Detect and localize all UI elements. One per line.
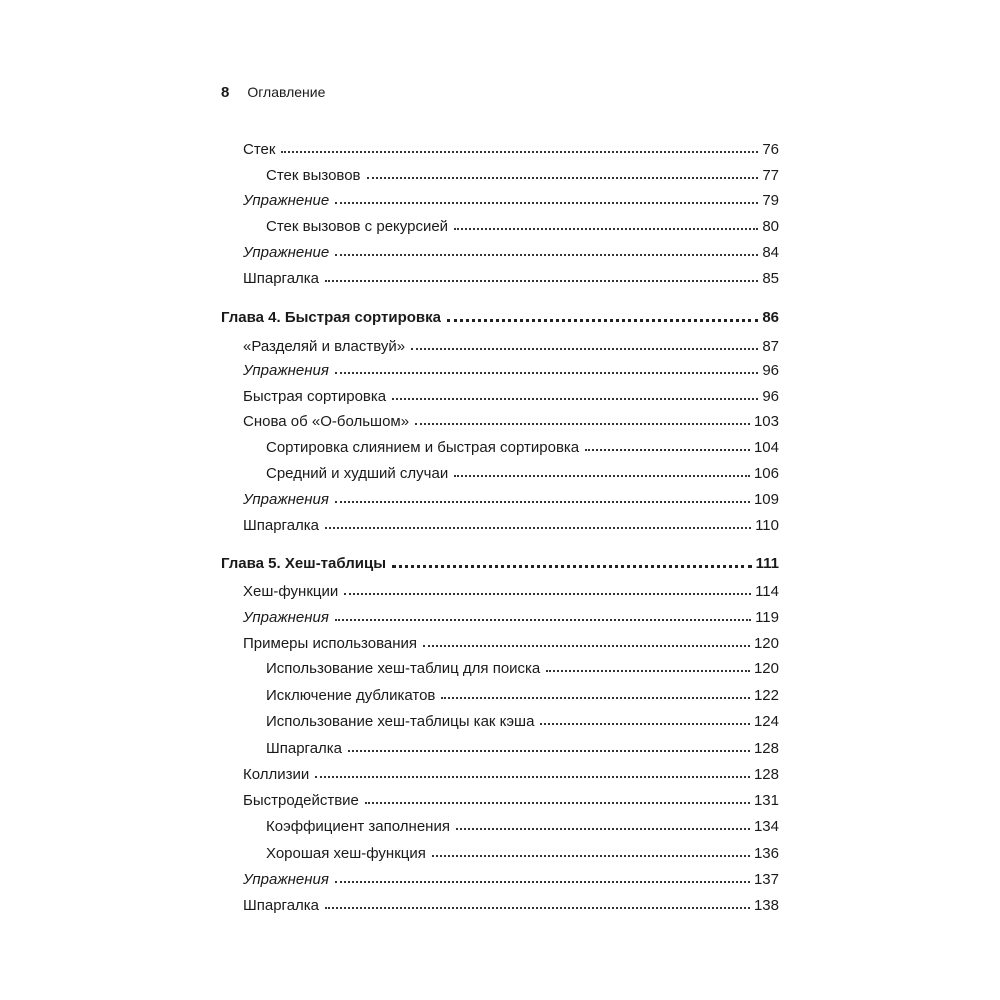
dot-leader [281,151,758,153]
toc-entry-page: 120 [753,659,779,677]
dot-leader [335,202,758,204]
toc-entry-page: 96 [762,361,779,379]
dot-leader [392,398,758,400]
dot-leader [335,881,750,883]
toc-entry [243,410,779,432]
dot-leader [546,670,750,672]
toc-entry [266,842,779,864]
toc-entry [266,462,779,484]
toc-entry [243,138,779,160]
toc-entry-title: Упражнения [243,361,329,379]
toc-entry-title: Шпаргалка [243,896,320,914]
dot-leader [344,593,751,595]
toc-entry-page: 128 [753,739,779,757]
toc-entry-page: 79 [762,191,779,209]
dot-leader [447,319,758,322]
toc-entry-title: «Разделяй и властвуй» [243,337,406,355]
toc-entry-title: Хорошая хеш-функция [266,844,426,862]
toc-entry-title: Упражнения [243,870,329,888]
toc-entry-title: Глава 5. Хеш-таблицы [221,554,387,572]
toc-entry-page: 84 [762,243,779,261]
dot-leader [365,802,750,804]
toc-entry [243,606,779,628]
toc-entry-page: 111 [755,554,779,572]
toc-entry-title: Шпаргалка [243,516,320,534]
toc-entry-page: 104 [753,438,779,456]
toc-entry-title: Коэффициент заполнения [266,817,450,835]
toc-entry-title: Снова об «О-большом» [243,412,410,430]
toc-entry [243,189,779,211]
toc-entry-title: Упражнение [243,191,330,209]
toc-entry-page: 103 [753,412,779,430]
toc-entry [243,894,779,916]
toc-entry-page: 128 [753,765,779,783]
dot-leader [348,750,750,752]
toc-entry [243,763,779,785]
toc-entry-title: Быстродействие [243,791,359,809]
toc-entry [266,737,779,759]
dot-leader [367,177,759,179]
dot-leader [441,697,750,699]
toc-entry-page: 96 [762,387,779,405]
toc-entry-page: 85 [762,269,779,287]
dot-leader [411,348,758,350]
toc-entry-title: Быстрая сортировка [243,387,387,405]
toc-entry-title: Упражнения [243,490,329,508]
toc-entry [243,267,779,289]
toc-entry-page: 109 [753,490,779,508]
toc-entry-page: 136 [753,844,779,862]
dot-leader [335,501,750,503]
toc-entry-title: Упражнение [243,243,330,261]
toc-entry-title: Примеры использования [243,634,418,652]
dot-leader [325,527,751,529]
toc-entry [266,684,779,706]
toc-entry-page: 119 [755,608,779,626]
toc-entry-page: 138 [753,896,779,914]
toc-entry-title: Стек [243,140,276,158]
dot-leader [585,449,750,451]
toc-entry-page: 87 [762,337,779,355]
section-title: Оглавление [247,84,326,100]
toc-entry [266,815,779,837]
toc-entry [243,241,779,263]
toc-entry-title: Исключение дубликатов [266,686,436,704]
toc-entry-page: 122 [753,686,779,704]
dot-leader [454,475,750,477]
toc-entry-title: Шпаргалка [266,739,343,757]
toc-entry [243,632,779,654]
dot-leader [335,619,751,621]
toc-entry [243,868,779,890]
toc-entry-page: 80 [762,217,779,235]
dot-leader [423,645,750,647]
dot-leader [325,907,750,909]
toc-entry [243,789,779,811]
toc-chapter [221,552,779,574]
toc-entry [243,514,779,536]
dot-leader [454,228,758,230]
toc-entry-title: Стек вызовов [266,166,361,184]
toc-entry-page: 114 [755,582,779,600]
toc-entry-page: 76 [762,140,779,158]
toc-entry-title: Использование хеш-таблиц для поиска [266,659,541,677]
toc-entry [243,385,779,407]
toc-entry-page: 120 [753,634,779,652]
dot-leader [456,828,750,830]
toc-entry-page: 137 [753,870,779,888]
dot-leader [415,423,750,425]
toc-entry [266,657,779,679]
toc-entry-title: Стек вызовов с рекурсией [266,217,449,235]
toc-entry-title: Упражнения [243,608,329,626]
dot-leader [335,254,758,256]
toc-entry-page: 134 [753,817,779,835]
toc-entry-title: Хеш-функции [243,582,339,600]
toc-entry-title: Шпаргалка [243,269,320,287]
dot-leader [325,280,758,282]
toc-entry-title: Сортировка слиянием и быстрая сортировка [266,438,580,456]
toc-entry [243,335,779,357]
toc-entry-page: 131 [753,791,779,809]
toc-entry [243,488,779,510]
toc-entry-page: 77 [762,166,779,184]
toc-entry [266,436,779,458]
dot-leader [432,855,750,857]
dot-leader [540,723,750,725]
toc-entry-title: Использование хеш-таблицы как кэша [266,712,535,730]
toc-entry [266,215,779,237]
toc-chapter [221,306,779,328]
toc-entry-page: 86 [762,308,779,326]
dot-leader [335,372,758,374]
toc-entry-page: 106 [753,464,779,482]
toc-entry-page: 110 [755,516,779,534]
dot-leader [315,776,750,778]
page-number: 8 [221,83,230,101]
toc-entry [243,359,779,381]
dot-leader [392,565,752,568]
toc-entry-title: Средний и худший случаи [266,464,449,482]
toc-entry-page: 124 [753,712,779,730]
toc-entry-title: Глава 4. Быстрая сортировка [221,308,441,326]
toc-entry [243,580,779,602]
toc-entry-title: Коллизии [243,765,310,783]
toc-entry [266,710,779,732]
toc-entry [266,164,779,186]
